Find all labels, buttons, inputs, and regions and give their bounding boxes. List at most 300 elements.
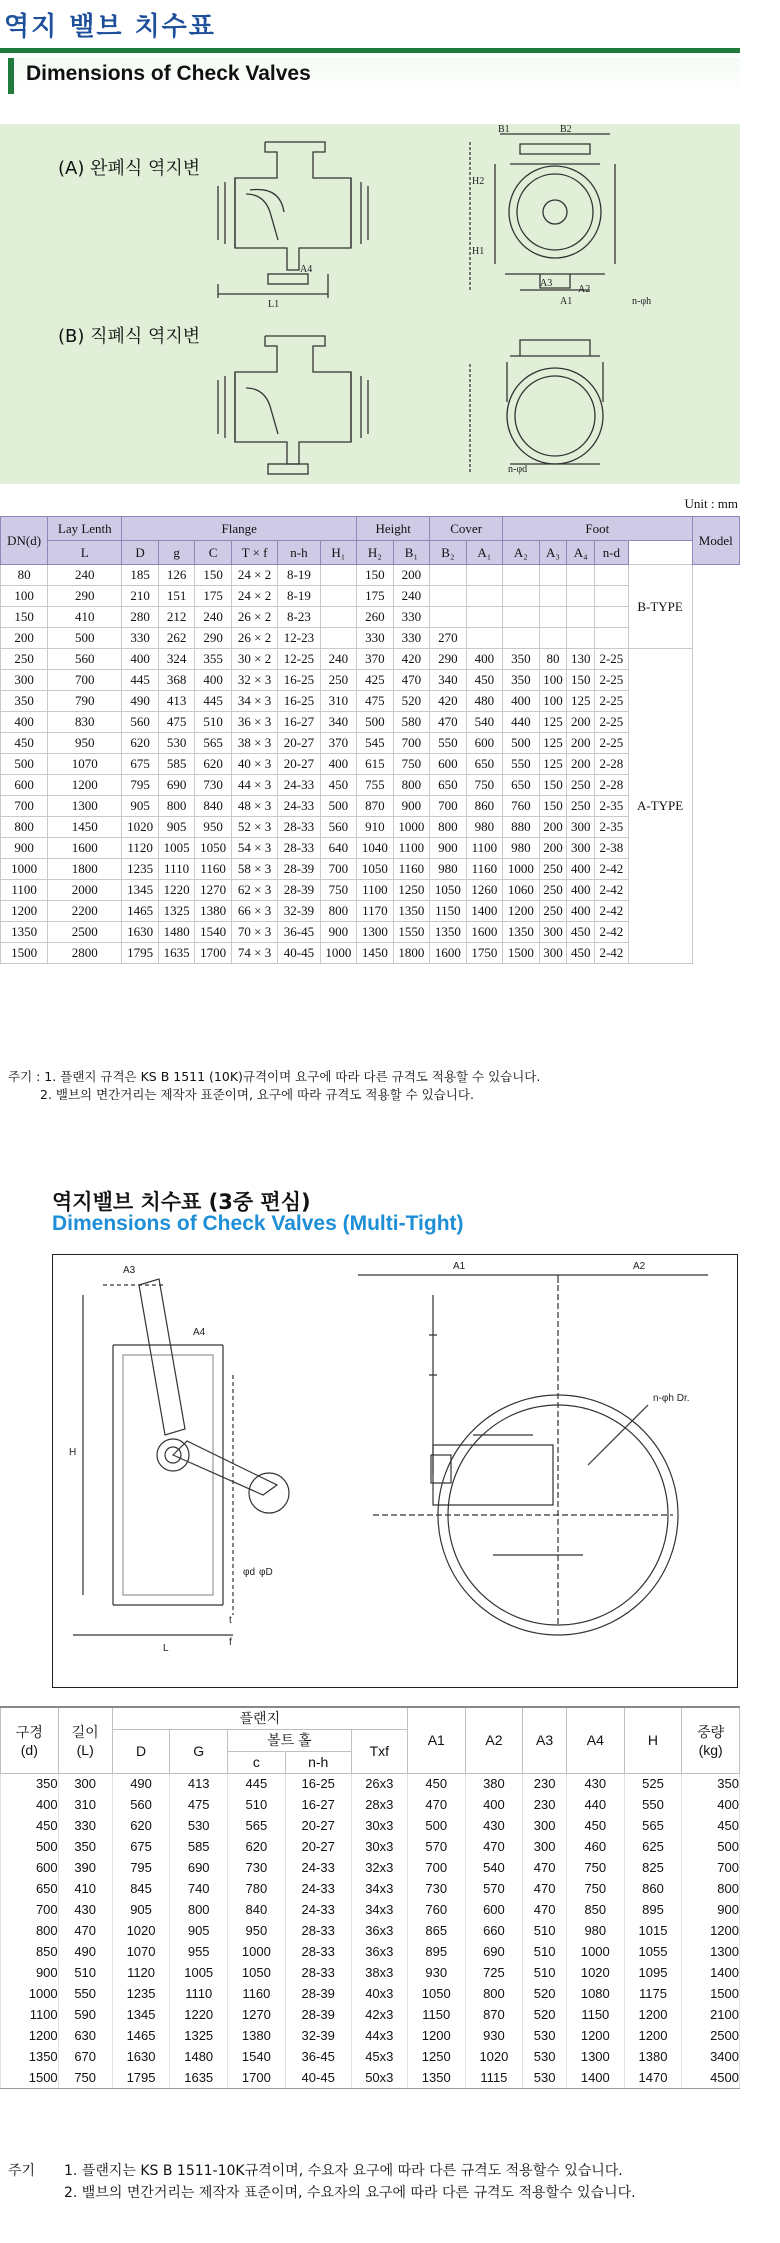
table2-cell: 1020 xyxy=(465,2046,523,2067)
table1-cell: 1750 xyxy=(466,943,503,964)
table1-cell: 52 × 3 xyxy=(231,817,277,838)
dim-a2-label: A2 xyxy=(578,284,591,295)
table2-cell: 700 xyxy=(407,1857,465,1878)
table2-cell: 1200 xyxy=(1,2025,59,2046)
col2-g: G xyxy=(170,1729,228,1773)
table1-cell: 8-19 xyxy=(278,586,320,607)
table2-cell: 1080 xyxy=(566,1983,624,2004)
table1-cell: 1160 xyxy=(393,859,430,880)
col-c: C xyxy=(195,541,232,565)
table1-header-row-2 xyxy=(1,541,740,565)
table2-cell: 800 xyxy=(682,1878,740,1899)
table1-cell: 185 xyxy=(122,565,159,586)
dim-t-mt-label: t xyxy=(229,1615,232,1626)
table2-cell: 32-39 xyxy=(285,2025,351,2046)
table1-cell: 475 xyxy=(357,691,394,712)
table1-cell: 1380 xyxy=(195,901,232,922)
table2-cell: 550 xyxy=(58,1983,112,2004)
multi-tight-dimension-table xyxy=(0,1706,740,2089)
col-model: Model xyxy=(692,517,739,565)
dim-nh-mt-label: n-φh Dr. xyxy=(653,1393,690,1404)
table2-cell: 845 xyxy=(112,1878,170,1899)
page-title-en: Dimensions of Check Valves xyxy=(26,62,311,85)
table1-cell: 445 xyxy=(122,670,159,691)
col-a3: A₃ xyxy=(539,541,567,565)
table1-cell: 210 xyxy=(122,586,159,607)
table1-cell: 800 xyxy=(430,817,467,838)
table2-cell: 865 xyxy=(407,1920,465,1941)
table1-cell: 1100 xyxy=(1,880,48,901)
table1-cell: 1200 xyxy=(503,901,540,922)
table2-cell: 400 xyxy=(1,1794,59,1815)
table2-cell: 26x3 xyxy=(351,1773,407,1794)
table2-cell: 1500 xyxy=(1,2067,59,2088)
table2-cell: 540 xyxy=(465,1857,523,1878)
table1-cell xyxy=(539,628,567,649)
table2-row xyxy=(1,2004,740,2025)
table1-cell: 80 xyxy=(539,649,567,670)
dim-a1-label: A1 xyxy=(560,296,573,307)
table2-cell: 1050 xyxy=(407,1983,465,2004)
dim-h-mt-label: H xyxy=(69,1447,77,1458)
table2-cell: 1200 xyxy=(624,2025,682,2046)
table1-cell: 355 xyxy=(195,649,232,670)
table1-cell: 530 xyxy=(158,733,195,754)
table1-cell: 1325 xyxy=(158,901,195,922)
table2-cell: 1300 xyxy=(682,1941,740,1962)
table1-cell: 200 xyxy=(393,565,430,586)
table2-cell: 1020 xyxy=(112,1920,170,1941)
table2-cell: 930 xyxy=(465,2025,523,2046)
table2-cell: 28-33 xyxy=(285,1941,351,1962)
col2-d: D xyxy=(112,1729,170,1773)
col-dn: DN(d) xyxy=(1,517,48,565)
table1-cell: 700 xyxy=(48,670,122,691)
table1-cell: 540 xyxy=(466,712,503,733)
table2-cell: 530 xyxy=(170,1815,228,1836)
table2-cell: 350 xyxy=(58,1836,112,1857)
table1-cell: 2-35 xyxy=(595,817,629,838)
table1-cell: 36 × 3 xyxy=(231,712,277,733)
table1-cell: 400 xyxy=(122,649,159,670)
table1-cell: 150 xyxy=(195,565,232,586)
dim-h1-label: H1 xyxy=(472,246,485,257)
table2-cell: 300 xyxy=(523,1836,567,1857)
note2-line1: 1. 플랜지는 KS B 1511-10K규격이며, 수요자 요구에 따라 다른 규격도 적용할수 있습니다. xyxy=(64,2163,623,2179)
table1-cell xyxy=(539,565,567,586)
table1-cell: 1040 xyxy=(357,838,394,859)
table2-cell: 570 xyxy=(465,1878,523,1899)
table1-cell: 700 xyxy=(430,796,467,817)
table1-cell: 450 xyxy=(320,775,357,796)
table1-cell: 300 xyxy=(567,817,595,838)
table2-cell: 1220 xyxy=(170,2004,228,2025)
table1-cell: 650 xyxy=(466,754,503,775)
table2-cell: 40-45 xyxy=(285,2067,351,2088)
table1-cell xyxy=(567,565,595,586)
table2-cell: 490 xyxy=(58,1941,112,1962)
table2-cell: 870 xyxy=(465,2004,523,2025)
col-a2: A₂ xyxy=(503,541,540,565)
dim-l-mt-label: L xyxy=(163,1643,169,1654)
table1-cell: 2-35 xyxy=(595,796,629,817)
table2-cell: 36x3 xyxy=(351,1920,407,1941)
dim-a3-mt-label: A3 xyxy=(123,1265,136,1276)
table1-cell: 1070 xyxy=(48,754,122,775)
table2-cell: 490 xyxy=(112,1773,170,1794)
table2-cell: 1100 xyxy=(1,2004,59,2025)
table2-cell: 675 xyxy=(112,1836,170,1857)
table1-cell: 150 xyxy=(357,565,394,586)
table2-cell: 1070 xyxy=(112,1941,170,1962)
table1-cell: 1600 xyxy=(48,838,122,859)
table2-cell: 620 xyxy=(228,1836,286,1857)
col-b1: B₁ xyxy=(393,541,430,565)
table1-cell xyxy=(503,628,540,649)
table2-cell: 520 xyxy=(523,2004,567,2025)
table1-cell: 1050 xyxy=(357,859,394,880)
table2-cell: 450 xyxy=(682,1815,740,1836)
model-a-type: A-TYPE xyxy=(628,649,692,964)
table1-cell: 1260 xyxy=(466,880,503,901)
table1-cell: 2-25 xyxy=(595,691,629,712)
table1-cell: 410 xyxy=(48,607,122,628)
table1-cell: 250 xyxy=(567,775,595,796)
col-height: Height xyxy=(357,517,430,541)
table1-cell: 240 xyxy=(195,607,232,628)
table1-cell: 1480 xyxy=(158,922,195,943)
table1-cell xyxy=(503,607,540,628)
table1-cell: 1160 xyxy=(195,859,232,880)
dim-b2-label: B2 xyxy=(560,124,572,135)
table2-cell: 1115 xyxy=(465,2067,523,2088)
table2-cell: 510 xyxy=(523,1920,567,1941)
table2-cell: 450 xyxy=(566,1815,624,1836)
table1-cell: 400 xyxy=(1,712,48,733)
table2-cell: 1095 xyxy=(624,1962,682,1983)
table1-cell xyxy=(539,586,567,607)
table2-cell: 470 xyxy=(465,1836,523,1857)
table1-cell: 790 xyxy=(48,691,122,712)
table2-cell: 650 xyxy=(1,1878,59,1899)
table2-cell: 32x3 xyxy=(351,1857,407,1878)
table2-cell: 760 xyxy=(407,1899,465,1920)
table1-cell: 330 xyxy=(393,628,430,649)
col-lay-length: Lay Lenth xyxy=(48,517,122,541)
table1-cell: 2-25 xyxy=(595,733,629,754)
col-a1: A₁ xyxy=(466,541,503,565)
table2-row xyxy=(1,2046,740,2067)
notes-section-2 xyxy=(8,2160,636,2204)
dim-a1-mt-label: A1 xyxy=(453,1261,466,1272)
table2-cell: 2100 xyxy=(682,2004,740,2025)
table1-cell: 250 xyxy=(539,901,567,922)
table2-cell: 50x3 xyxy=(351,2067,407,2088)
table2-cell: 1200 xyxy=(682,1920,740,1941)
section2-title-en: Dimensions of Check Valves (Multi-Tight) xyxy=(52,1212,464,1235)
table1-cell: 24 × 2 xyxy=(231,586,277,607)
table1-cell: 200 xyxy=(567,733,595,754)
table2-cell: 660 xyxy=(465,1920,523,1941)
table1-cell: 151 xyxy=(158,586,195,607)
table1-cell: 450 xyxy=(567,922,595,943)
table2-cell: 1350 xyxy=(1,2046,59,2067)
table1-cell: 200 xyxy=(539,817,567,838)
table2-cell: 430 xyxy=(566,1773,624,1794)
table2-cell: 1000 xyxy=(566,1941,624,1962)
table2-cell: 30x3 xyxy=(351,1836,407,1857)
table1-cell: 1000 xyxy=(393,817,430,838)
table2-cell: 1270 xyxy=(228,2004,286,2025)
dim-f-mt-label: f xyxy=(229,1637,232,1648)
table1-cell: 368 xyxy=(158,670,195,691)
table1-cell: 400 xyxy=(567,880,595,901)
table2-cell: 36x3 xyxy=(351,1941,407,1962)
table1-cell: 300 xyxy=(1,670,48,691)
table1-cell: 1550 xyxy=(393,922,430,943)
col2-a3: A3 xyxy=(523,1707,567,1773)
table2-cell: 1400 xyxy=(566,2067,624,2088)
table1-cell: 150 xyxy=(567,670,595,691)
table2-cell: 470 xyxy=(523,1878,567,1899)
table2-cell: 620 xyxy=(112,1815,170,1836)
table2-cell: 230 xyxy=(523,1794,567,1815)
table1-cell: 1350 xyxy=(393,901,430,922)
table1-cell: 1450 xyxy=(357,943,394,964)
table1-cell: 2-42 xyxy=(595,880,629,901)
table1-cell: 870 xyxy=(357,796,394,817)
table1-cell: 2000 xyxy=(48,880,122,901)
table1-cell: 900 xyxy=(393,796,430,817)
table1-cell: 600 xyxy=(466,733,503,754)
col2-length: 길이 (L) xyxy=(58,1707,112,1773)
col-h2: H₂ xyxy=(357,541,394,565)
col-nh: n-h xyxy=(278,541,320,565)
table1-cell xyxy=(320,565,357,586)
table2-cell: 600 xyxy=(465,1899,523,1920)
table1-cell: 212 xyxy=(158,607,195,628)
table1-cell: 2-42 xyxy=(595,943,629,964)
table1-cell: 80 xyxy=(1,565,48,586)
dim-b1-label: B1 xyxy=(498,124,510,135)
table1-cell: 260 xyxy=(357,607,394,628)
col-n-d: n-d xyxy=(595,541,629,565)
table2-cell: 400 xyxy=(682,1794,740,1815)
table1-cell: 600 xyxy=(430,754,467,775)
table2-cell: 700 xyxy=(1,1899,59,1920)
table1-cell: 580 xyxy=(393,712,430,733)
table1-cell: 510 xyxy=(195,712,232,733)
table1-row xyxy=(1,649,740,670)
table1-cell: 900 xyxy=(1,838,48,859)
table1-cell xyxy=(595,607,629,628)
table1-cell xyxy=(567,628,595,649)
table1-cell: 250 xyxy=(1,649,48,670)
table1-cell: 1160 xyxy=(466,859,503,880)
table1-cell: 330 xyxy=(357,628,394,649)
table1-cell: 250 xyxy=(539,880,567,901)
col2-txf: Txf xyxy=(351,1729,407,1773)
table2-cell: 1000 xyxy=(1,1983,59,2004)
table1-cell xyxy=(430,565,467,586)
table2-cell: 1110 xyxy=(170,1983,228,2004)
table1-cell: 20-27 xyxy=(278,754,320,775)
table1-cell: 40-45 xyxy=(278,943,320,964)
table2-cell: 460 xyxy=(566,1836,624,1857)
note2-label: 주기 xyxy=(8,2163,36,2179)
dim-a4-mt-label: A4 xyxy=(193,1327,206,1338)
table2-cell: 400 xyxy=(465,1794,523,1815)
table1-cell: 480 xyxy=(466,691,503,712)
table2-cell: 740 xyxy=(170,1878,228,1899)
table2-row xyxy=(1,2067,740,2088)
table1-cell xyxy=(430,586,467,607)
table1-cell: 16-25 xyxy=(278,670,320,691)
table2-row xyxy=(1,1962,740,1983)
table2-cell: 800 xyxy=(1,1920,59,1941)
table2-cell: 34x3 xyxy=(351,1899,407,1920)
table2-cell: 530 xyxy=(523,2046,567,2067)
table1-cell: 1100 xyxy=(466,838,503,859)
table2-cell: 565 xyxy=(624,1815,682,1836)
model-b-type: B-TYPE xyxy=(628,565,692,649)
table1-cell: 550 xyxy=(430,733,467,754)
table1-cell: 270 xyxy=(430,628,467,649)
table1-header-row-1 xyxy=(1,517,740,541)
table2-cell: 28-39 xyxy=(285,2004,351,2025)
table2-cell: 500 xyxy=(682,1836,740,1857)
table1-cell: 28-39 xyxy=(278,880,320,901)
table1-cell: 130 xyxy=(567,649,595,670)
col2-size: 구경 (d) xyxy=(1,1707,59,1773)
table1-cell: 950 xyxy=(195,817,232,838)
table1-cell: 750 xyxy=(466,775,503,796)
col-d: D xyxy=(122,541,159,565)
table2-cell: 795 xyxy=(112,1857,170,1878)
table2-cell: 413 xyxy=(170,1773,228,1794)
table1-cell: 310 xyxy=(320,691,357,712)
col2-bolt-hole: 볼트 홀 xyxy=(228,1729,352,1751)
multi-tight-drawing-svg xyxy=(53,1255,739,1689)
table1-cell: 500 xyxy=(48,628,122,649)
table1-cell: 280 xyxy=(122,607,159,628)
table1-cell: 150 xyxy=(539,775,567,796)
col2-flange: 플랜지 xyxy=(112,1707,407,1729)
table2-cell: 1630 xyxy=(112,2046,170,2067)
table1-cell: 12-25 xyxy=(278,649,320,670)
table1-cell xyxy=(320,586,357,607)
table2-cell: 300 xyxy=(523,1815,567,1836)
table1-cell: 330 xyxy=(393,607,430,628)
table2-cell: 905 xyxy=(170,1920,228,1941)
table2-cell: 36-45 xyxy=(285,2046,351,2067)
table1-cell xyxy=(320,607,357,628)
table1-cell: 500 xyxy=(503,733,540,754)
table1-cell: 980 xyxy=(466,817,503,838)
header-divider xyxy=(0,48,740,53)
table1-cell: 980 xyxy=(503,838,540,859)
table2-cell: 1350 xyxy=(407,2067,465,2088)
table2-row xyxy=(1,1983,740,2004)
table1-cell: 66 × 3 xyxy=(231,901,277,922)
table1-cell: 126 xyxy=(158,565,195,586)
table2-cell: 730 xyxy=(407,1878,465,1899)
table1-cell: 1540 xyxy=(195,922,232,943)
table1-cell: 1465 xyxy=(122,901,159,922)
table2-cell: 440 xyxy=(566,1794,624,1815)
table2-cell: 590 xyxy=(58,2004,112,2025)
table1-cell: 800 xyxy=(320,901,357,922)
table1-cell: 910 xyxy=(357,817,394,838)
table1-cell: 450 xyxy=(567,943,595,964)
col-g: g xyxy=(158,541,195,565)
note1-line2: 2. 밸브의 면간거리는 제작자 표준이며, 요구에 따라 규격도 적용할 수 있습니다. xyxy=(40,1087,474,1102)
table1-cell xyxy=(567,607,595,628)
table1-cell: 420 xyxy=(393,649,430,670)
table1-cell: 615 xyxy=(357,754,394,775)
col2-nh: n-h xyxy=(285,1751,351,1773)
table2-cell: 840 xyxy=(228,1899,286,1920)
table2-cell: 24-33 xyxy=(285,1878,351,1899)
table1-cell: 2-25 xyxy=(595,670,629,691)
table2-cell: 1480 xyxy=(170,2046,228,2067)
table1-cell: 1795 xyxy=(122,943,159,964)
table1-cell: 1120 xyxy=(122,838,159,859)
table2-cell: 450 xyxy=(1,1815,59,1836)
table2-cell: 44x3 xyxy=(351,2025,407,2046)
table1-cell: 2-38 xyxy=(595,838,629,859)
table1-cell: 1450 xyxy=(48,817,122,838)
table2-cell: 1470 xyxy=(624,2067,682,2088)
table2-cell: 1150 xyxy=(407,2004,465,2025)
table2-row xyxy=(1,1920,740,1941)
table2-cell: 4500 xyxy=(682,2067,740,2088)
table1-cell: 2200 xyxy=(48,901,122,922)
table1-cell: 24-33 xyxy=(278,775,320,796)
table1-cell: 500 xyxy=(320,796,357,817)
table1-cell: 750 xyxy=(320,880,357,901)
table1-cell: 32 × 3 xyxy=(231,670,277,691)
table2-cell: 800 xyxy=(170,1899,228,1920)
table2-cell: 390 xyxy=(58,1857,112,1878)
table2-cell: 900 xyxy=(1,1962,59,1983)
table1-cell: 425 xyxy=(357,670,394,691)
table2-cell: 34x3 xyxy=(351,1878,407,1899)
table1-cell: 450 xyxy=(1,733,48,754)
table1-cell: 413 xyxy=(158,691,195,712)
table2-cell: 510 xyxy=(523,1941,567,1962)
type-a-label: (A) 완폐식 역지변 xyxy=(58,158,201,179)
table1-cell: 200 xyxy=(567,712,595,733)
table2-cell: 565 xyxy=(228,1815,286,1836)
table1-cell: 1050 xyxy=(430,880,467,901)
col-h1: H₁ xyxy=(320,541,357,565)
table1-cell: 54 × 3 xyxy=(231,838,277,859)
table2-cell: 1050 xyxy=(228,1962,286,1983)
table1-cell: 755 xyxy=(357,775,394,796)
table1-cell: 700 xyxy=(393,733,430,754)
table1-cell: 475 xyxy=(158,712,195,733)
table2-cell: 780 xyxy=(228,1878,286,1899)
table1-cell: 2-42 xyxy=(595,901,629,922)
table2-cell: 450 xyxy=(407,1773,465,1794)
table2-cell: 300 xyxy=(58,1773,112,1794)
table1-cell: 125 xyxy=(539,754,567,775)
table1-cell: 620 xyxy=(122,733,159,754)
table2-cell: 630 xyxy=(58,2025,112,2046)
table1-cell: 370 xyxy=(357,649,394,670)
table1-cell: 1300 xyxy=(48,796,122,817)
